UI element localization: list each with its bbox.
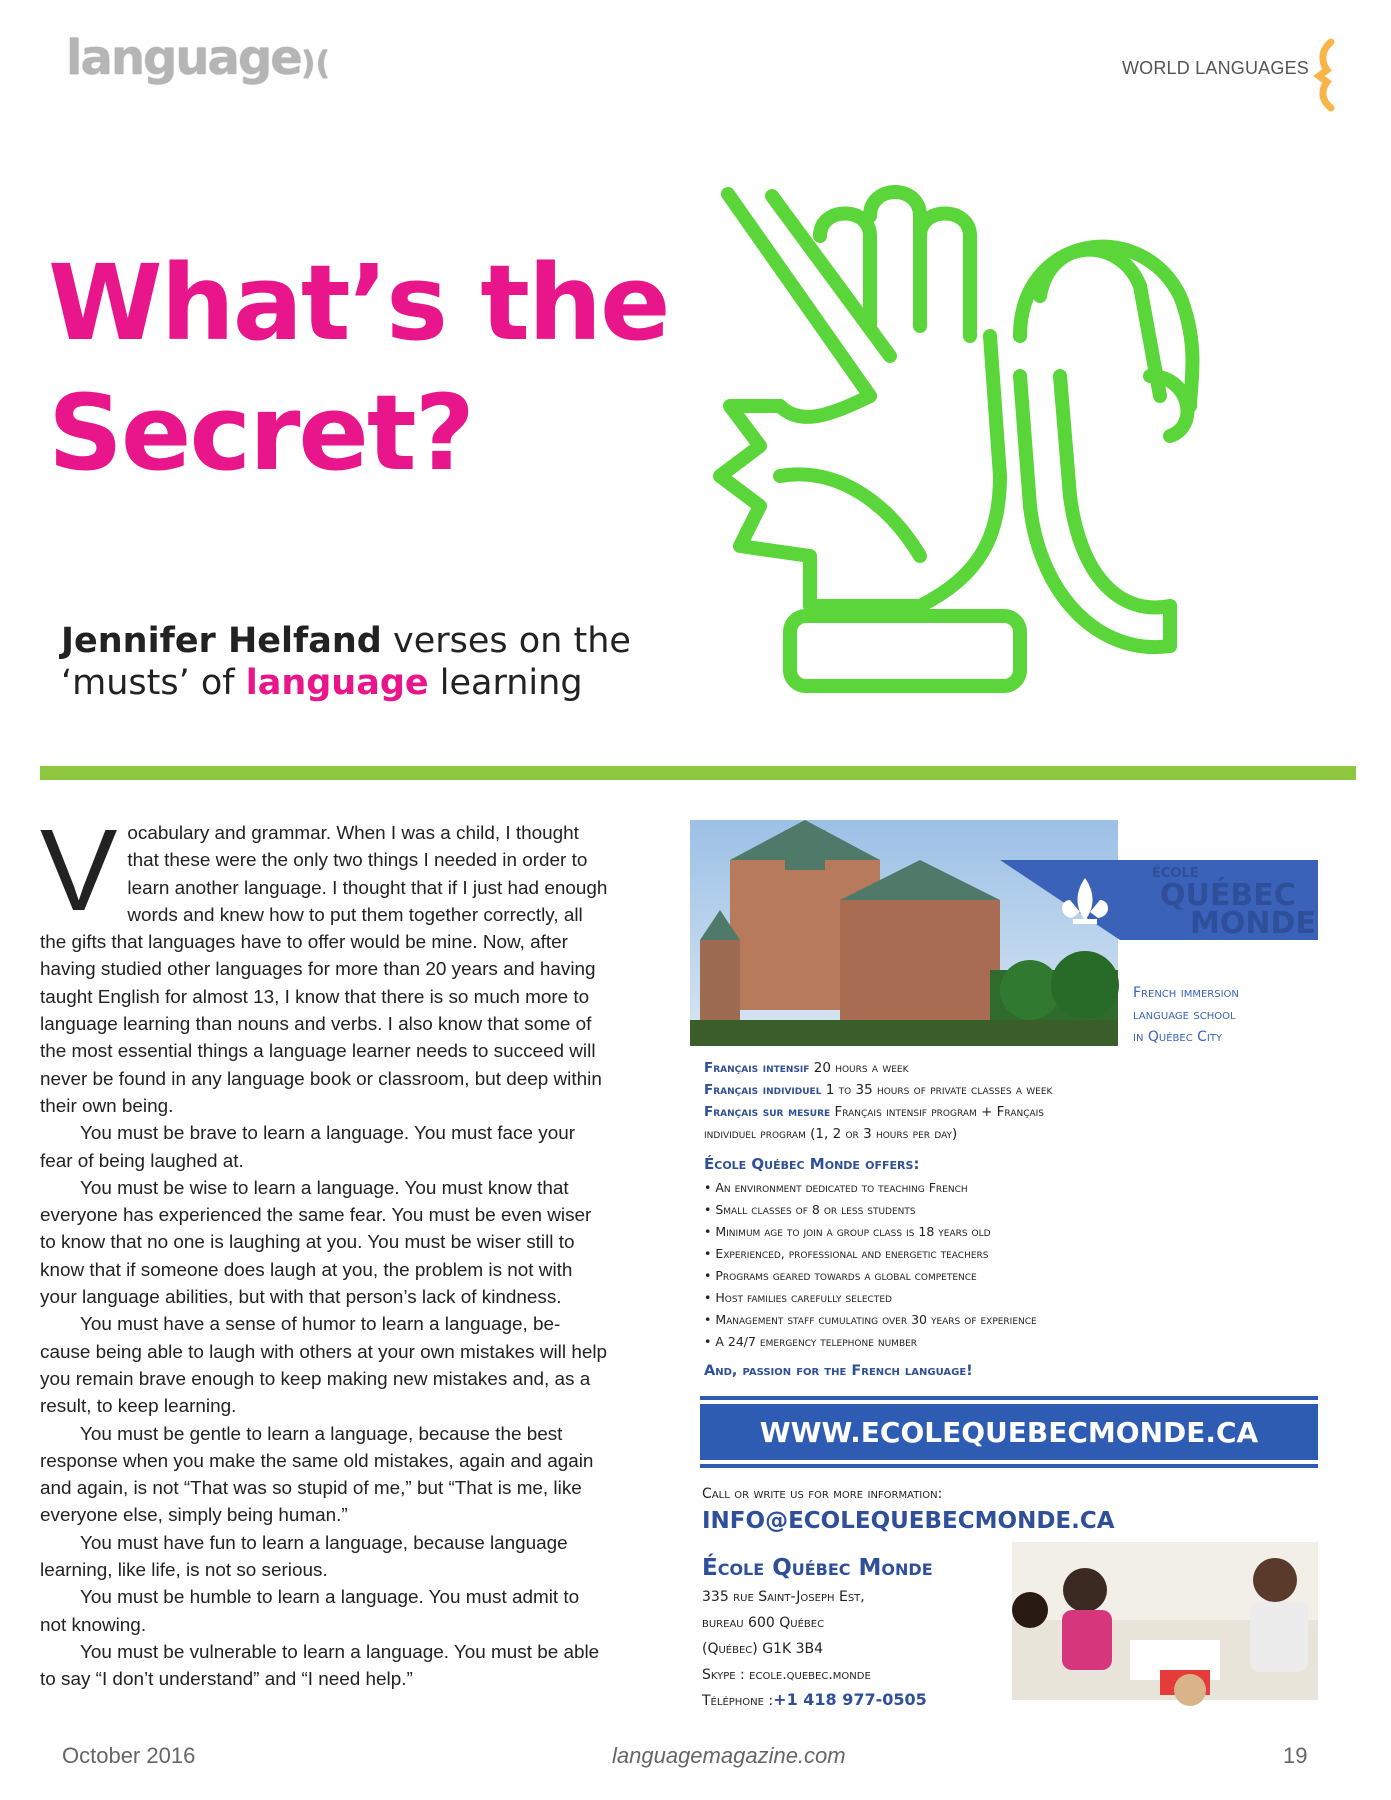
ad-phone-line: Téléphone :+1 418 977-0505 — [702, 1690, 927, 1709]
ad-logo-small: ÉCOLE — [1152, 866, 1199, 881]
first-paragraph-text: ocabulary and grammar. When I was a child, I thought that these were the only two things I needed in order to learn another language. I thought that if I just had enough words and knew how to put them together correctly, all the gifts that languages have to offer would be mine. Now, after having studied other languages for more than 20 years and having taught English for almost 13, I know that there is so much more to language learning than nouns and verbs. I also know that some of the most essential things a language learner needs to succeed will never be found in any language book or classroom, but deep within their own being. — [40, 823, 608, 1117]
ad-address-line: 335 rue Saint-Joseph Est, — [702, 1589, 865, 1605]
magazine-logo — [66, 30, 330, 86]
article-paragraph: You must be humble to learn a language. You must admit to not knowing. — [40, 1587, 580, 1636]
ad-offer-item: • An environment dedicated to teaching French — [704, 1180, 968, 1195]
ad-offers-title: École Québec Monde offers: — [704, 1155, 920, 1173]
ad-website[interactable]: WWW.ECOLEQUEBECMONDE.CA — [759, 1416, 1259, 1449]
ad-logo-line-1: QUÉBEC — [1160, 878, 1296, 913]
article-paragraph: You must be vulnerable to learn a language. You must be able to say “I don’t understand” and “I need help.” — [40, 1641, 600, 1691]
footer-website[interactable]: languagemagazine.com — [612, 1743, 846, 1768]
ad-tagline-2: language school — [1133, 1007, 1236, 1023]
ad-offer-item: • Experienced, professional and energetic teachers — [704, 1246, 989, 1261]
logo-text: language — [66, 30, 301, 86]
deck — [61, 620, 631, 704]
ad-call-text: Call or write us for more information: — [702, 1486, 943, 1502]
ad-program-3: Français sur mesure Français intensif program + Français — [704, 1104, 1045, 1120]
ad-offer-item: • Programs geared towards a global competence — [704, 1268, 977, 1283]
author-name: Jennifer Helfand — [61, 621, 382, 661]
headline — [48, 238, 669, 498]
section-bracket-icon — [1317, 40, 1337, 110]
chateau-photo — [690, 820, 1119, 1046]
deck-text-3: learning — [428, 663, 583, 703]
school-advertisement — [690, 820, 1318, 1709]
article-body — [40, 805, 610, 1694]
article-paragraph: You must have a sense of humor to learn a language, be-cause being able to laugh with others at your own mistakes will help you remain brave enough to keep making new mistakes and, as a result, to keep learning. — [40, 1314, 608, 1418]
ad-program-1: Français intensif 20 hours a week — [704, 1060, 909, 1076]
ad-offer-item: • A 24/7 emergency telephone number — [704, 1334, 918, 1349]
classroom-photo — [1012, 1542, 1318, 1706]
ad-tagline-3: in Québec City — [1133, 1029, 1223, 1045]
headline-line-1: What’s the — [48, 242, 669, 364]
ad-offer-item: • Minimum age to join a group class is 18 years old — [704, 1224, 991, 1239]
article-paragraph: You must be wise to learn a language. You must know that everyone has experienced the same fear. You must be even wiser to know that no one is laughing at you. You must be wiser still to know that if someone does laugh at you, the problem is not with your language abilities, but with that person’s lack of kindness. — [40, 1177, 592, 1309]
ad-program-3-cont: individuel program (1, 2 or 3 hours per day) — [704, 1126, 958, 1142]
drop-cap: V — [40, 805, 118, 935]
section-label: WORLD LANGUAGES — [1121, 58, 1309, 78]
article-paragraph: You must be gentle to learn a language, because the best response when you make the same old mistakes, again and again and again, is not “That was so stupid of me,” but “That is me, like everyone else, simply being human.” — [40, 1423, 594, 1527]
logo-tail: )( — [300, 44, 331, 82]
ad-offer-item: • Small classes of 8 or less students — [704, 1202, 916, 1217]
ad-address-line: bureau 600 Québec — [702, 1615, 825, 1631]
deck-text-2: ‘musts’ of — [61, 663, 246, 703]
ad-passion: And, passion for the French language! — [704, 1363, 973, 1379]
section-divider — [40, 766, 1356, 780]
ad-email[interactable]: INFO@ECOLEQUEBECMONDE.CA — [702, 1508, 1115, 1534]
deck-keyword: language — [245, 663, 429, 703]
ad-offer-item: • Management staff cumulating over 30 years of experience — [704, 1312, 1037, 1327]
deck-text-1: verses on the — [381, 621, 631, 661]
ad-address-line: (Québec) G1K 3B4 — [702, 1641, 823, 1657]
headline-line-2: Secret? — [48, 372, 473, 494]
ad-offer-item: • Host families carefully selected — [704, 1290, 892, 1305]
ad-logo-line-2: MONDE — [1190, 906, 1316, 941]
article-paragraph — [40, 805, 610, 1120]
ad-tagline-1: French immersion — [1133, 985, 1239, 1001]
article-paragraph: You must have fun to learn a language, because language learning, like life, is not so serious. — [40, 1532, 568, 1582]
article-paragraph: You must be brave to learn a language. You must face your fear of being laughed at. — [40, 1123, 575, 1172]
ad-program-2: Français individuel 1 to 35 hours of private classes a week — [704, 1082, 1053, 1098]
ad-school-name: École Québec Monde — [702, 1555, 933, 1581]
footer-date: October 2016 — [62, 1743, 196, 1768]
page-number: 19 — [1283, 1743, 1308, 1768]
ad-skype: Skype : ecole.quebec.monde — [702, 1667, 871, 1683]
hand-ear-illustration — [720, 176, 1340, 716]
ad-offers-list — [704, 1180, 1037, 1349]
